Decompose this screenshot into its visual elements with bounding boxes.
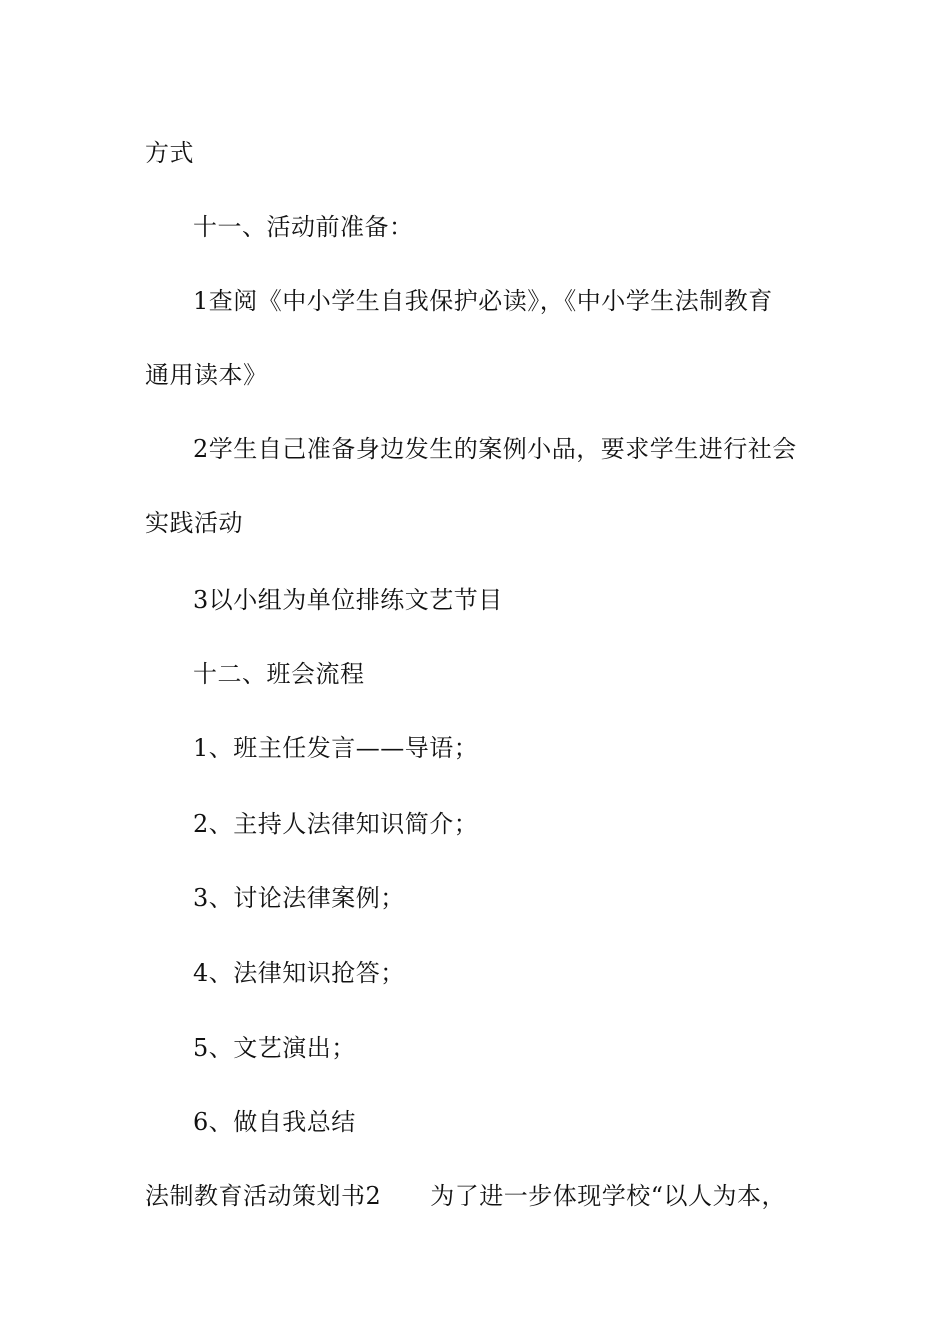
preparation-item-3: 3以小组为单位排练文艺节目 xyxy=(193,586,503,614)
section-heading-process: 十二、班会流程 xyxy=(193,660,365,688)
section-heading-preparation: 十一、活动前准备： xyxy=(193,213,414,241)
paragraph-continuation: 方式 xyxy=(145,139,194,167)
process-item-1: 1、班主任发言——导语； xyxy=(193,734,479,762)
preparation-item-1-continuation: 通用读本》 xyxy=(145,361,268,389)
preparation-item-2-continuation: 实践活动 xyxy=(145,509,243,537)
next-plan-heading: 法制教育活动策划书2 为了进一步体现学校“以人为本， xyxy=(145,1182,787,1210)
preparation-item-1: 1查阅《中小学生自我保护必读》，《中小学生法制教育 xyxy=(193,287,773,315)
preparation-item-2: 2学生自己准备身边发生的案例小品，要求学生进行社会 xyxy=(193,435,797,463)
process-item-3: 3、讨论法律案例； xyxy=(193,884,405,912)
process-item-5: 5、文艺演出； xyxy=(193,1034,356,1062)
process-item-6: 6、做自我总结 xyxy=(193,1108,356,1136)
process-item-2: 2、主持人法律知识简介； xyxy=(193,810,479,838)
process-item-4: 4、法律知识抢答； xyxy=(193,959,405,987)
